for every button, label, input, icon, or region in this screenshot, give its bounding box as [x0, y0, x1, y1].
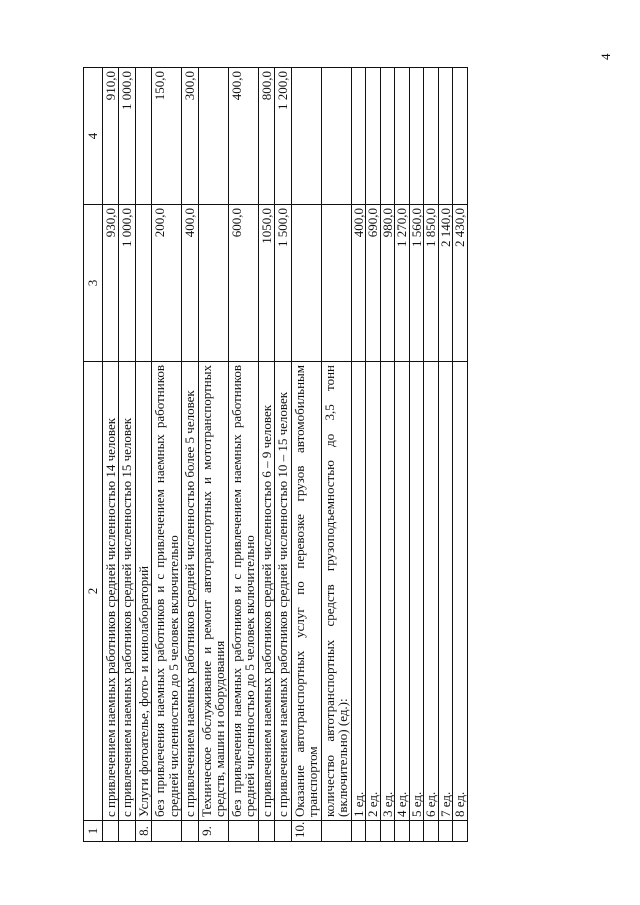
row-value-cell-3 — [291, 205, 321, 362]
rotated-table-container — [83, 68, 558, 842]
table-row — [135, 68, 152, 842]
row-value-cell-3: 200,0 — [152, 205, 182, 362]
row-number-cell — [152, 821, 182, 842]
row-value-cell-4 — [135, 68, 152, 205]
row-value-cell-4: 300,0 — [182, 68, 199, 205]
row-value-cell-4: 400,0 — [228, 68, 258, 205]
header-row — [84, 68, 103, 842]
row-number-cell — [380, 821, 395, 842]
row-name-cell: с привлечением наемных работников средней численностью более 5 человек — [182, 362, 199, 821]
row-value-cell-4 — [291, 68, 321, 205]
row-value-cell-4: 150,0 — [152, 68, 182, 205]
row-number-cell — [321, 821, 351, 842]
row-value-cell-4: 800,0 — [258, 68, 275, 205]
row-value-cell-3: 690,0 — [366, 205, 381, 362]
row-value-cell-4 — [351, 68, 366, 205]
row-number-cell — [119, 821, 136, 842]
row-value-cell-4 — [409, 68, 424, 205]
page-number: 4 — [598, 53, 613, 60]
table-row — [321, 68, 351, 842]
row-value-cell-3: 1 270,0 — [395, 205, 410, 362]
row-value-cell-3 — [321, 205, 351, 362]
table-row — [228, 68, 258, 842]
row-name-cell: 5 ед. — [409, 362, 424, 821]
row-name-cell: 6 ед. — [424, 362, 439, 821]
row-name-cell: с привлечением наемных работников средней численностью 15 человек — [119, 362, 136, 821]
table-body — [84, 68, 468, 842]
row-name-cell: 2 ед. — [366, 362, 381, 821]
table-row — [102, 68, 119, 842]
table-row — [182, 68, 199, 842]
row-name-cell: без привлечения наемных работников и с привлечением наемных работников средней численностью до 5 человек включительно — [228, 362, 258, 821]
row-value-cell-4 — [438, 68, 453, 205]
table-row — [409, 68, 424, 842]
table-row — [395, 68, 410, 842]
row-value-cell-3: 1 000,0 — [119, 205, 136, 362]
row-name-cell: Техническое обслуживание и ремонт автотранспортных и мототранспортных средств, машин и оборудования — [198, 362, 228, 821]
row-value-cell-3 — [198, 205, 228, 362]
table-row — [152, 68, 182, 842]
row-name-cell: 8 ед. — [453, 362, 468, 821]
row-number-cell — [351, 821, 366, 842]
row-name-cell: количество автотранспортных средств грузоподъемностью до 3,5 тонн (включительно) (ед.): — [321, 362, 351, 821]
header-cell: 4 — [84, 68, 103, 205]
row-value-cell-3: 400,0 — [351, 205, 366, 362]
row-value-cell-3: 1 850,0 — [424, 205, 439, 362]
row-number-cell: 8. — [135, 821, 152, 842]
table-row — [258, 68, 275, 842]
row-number-cell — [258, 821, 275, 842]
row-number-cell — [438, 821, 453, 842]
row-name-cell: Услуги фотоателье, фото- и кинолабораторий — [135, 362, 152, 821]
row-value-cell-4: 1 000,0 — [119, 68, 136, 205]
table-row — [438, 68, 453, 842]
row-name-cell: 3 ед. — [380, 362, 395, 821]
row-name-cell: Оказание автотранспортных услуг по перевозке грузов автомобильным транспортом — [291, 362, 321, 821]
header-cell: 1 — [84, 821, 103, 842]
table-row — [291, 68, 321, 842]
row-value-cell-3: 2 140,0 — [438, 205, 453, 362]
table-row — [380, 68, 395, 842]
row-value-cell-3: 980,0 — [380, 205, 395, 362]
row-number-cell — [424, 821, 439, 842]
table-row — [453, 68, 468, 842]
row-number-cell — [409, 821, 424, 842]
row-value-cell-4 — [198, 68, 228, 205]
row-number-cell — [275, 821, 292, 842]
row-value-cell-3: 600,0 — [228, 205, 258, 362]
row-name-cell: с привлечением наемных работников средней численностью 10 – 15 человек — [275, 362, 292, 821]
row-value-cell-3: 2 430,0 — [453, 205, 468, 362]
row-name-cell: 4 ед. — [395, 362, 410, 821]
row-value-cell-4 — [380, 68, 395, 205]
table-row — [198, 68, 228, 842]
row-name-cell: 7 ед. — [438, 362, 453, 821]
row-value-cell-3: 1 560,0 — [409, 205, 424, 362]
row-number-cell — [453, 821, 468, 842]
row-value-cell-3: 1050,0 — [258, 205, 275, 362]
row-number-cell — [395, 821, 410, 842]
row-value-cell-3 — [135, 205, 152, 362]
header-cell: 2 — [84, 362, 103, 821]
row-number-cell: 9. — [198, 821, 228, 842]
row-name-cell: 1 ед. — [351, 362, 366, 821]
tariff-table — [83, 67, 468, 842]
row-value-cell-4: 910,0 — [102, 68, 119, 205]
row-value-cell-3: 930,0 — [102, 205, 119, 362]
row-value-cell-4 — [395, 68, 410, 205]
row-number-cell: 10. — [291, 821, 321, 842]
row-name-cell: с привлечением наемных работников средней численностью 6 – 9 человек — [258, 362, 275, 821]
row-value-cell-4 — [321, 68, 351, 205]
table-row — [119, 68, 136, 842]
table-row — [351, 68, 366, 842]
table-row — [424, 68, 439, 842]
row-number-cell — [366, 821, 381, 842]
row-number-cell — [102, 821, 119, 842]
row-value-cell-4 — [453, 68, 468, 205]
row-value-cell-4: 1 200,0 — [275, 68, 292, 205]
table-row — [275, 68, 292, 842]
table-row — [366, 68, 381, 842]
row-number-cell — [182, 821, 199, 842]
row-number-cell — [228, 821, 258, 842]
row-name-cell: с привлечением наемных работников средней численностью 14 человек — [102, 362, 119, 821]
header-cell: 3 — [84, 205, 103, 362]
row-value-cell-4 — [366, 68, 381, 205]
row-name-cell: без привлечения наемных работников и с привлечением наемных работников средней численностью до 5 человек включительно — [152, 362, 182, 821]
row-value-cell-3: 400,0 — [182, 205, 199, 362]
row-value-cell-3: 1 500,0 — [275, 205, 292, 362]
row-value-cell-4 — [424, 68, 439, 205]
